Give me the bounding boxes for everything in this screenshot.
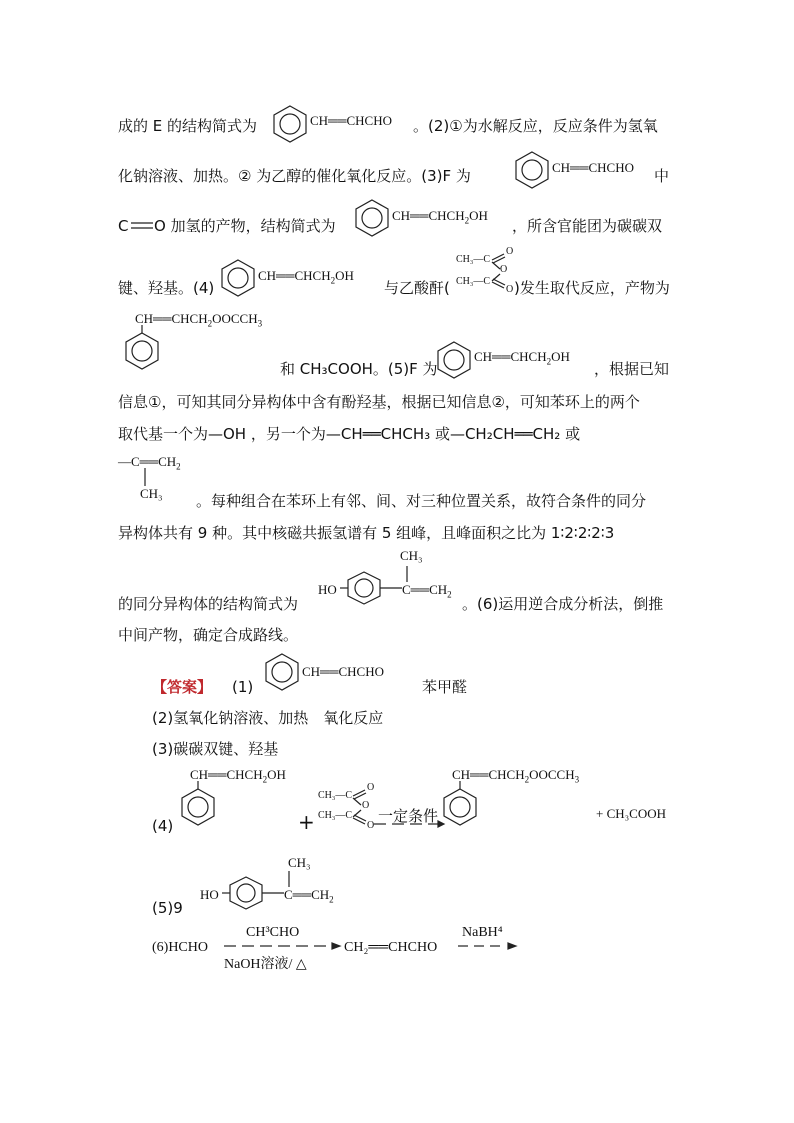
formula-text: + CH₃COOH [596,806,667,821]
text-line: 和 CH₃COOH。(5)F 为 [280,360,438,378]
benzene-ring-icon [122,325,162,373]
formula-text: CH₃ [400,548,423,563]
formula-text: $CH══CHCH_2OH$ [392,208,488,226]
answer-label: 【答案】 [152,678,213,696]
reaction-condition: NaBH⁴ [462,925,503,940]
text-line: C [118,217,129,235]
benzene-ring-icon [434,340,474,380]
text-line: 信息①，可知其同分异构体中含有酚羟基，根据已知信息②，可知苯环上的两个 [118,393,640,411]
benzene-ring-icon [270,104,310,144]
answer-item-number: (5)9 [152,899,183,917]
answer-name: 苯甲醛 [422,678,468,696]
formula-text: CH₃—C [456,276,491,287]
bond-line-icon [142,468,148,488]
formula-text: O [506,246,514,257]
reaction-arrow-icon [458,942,518,950]
text-line: 。每种组合在苯环上有邻、间、对三种位置关系，故符合条件的同分 [196,492,647,510]
double-bond-icon [131,220,153,232]
formula-text: O [367,782,375,793]
formula-text: O [500,264,508,275]
formula-text: CH══CHCHO [302,664,384,679]
text-line: O 加氢的产物，结构简式为 [154,217,336,235]
reaction-arrow-icon [224,942,342,950]
text-line: 。(2)①为水解反应，反应条件为氢氧 [413,117,658,135]
reaction-condition: CH³CHO [246,925,300,940]
text-line: 中间产物，确定合成路线。 [118,626,299,644]
formula-text: CH══CHCHO [310,113,392,128]
text-line: 化钠溶液、加热。② 为乙醇的催化氧化反应。(3)F 为 [118,167,471,185]
answer-item-number: (4) [152,817,174,835]
formula-text: CH₃—C [318,810,353,821]
text-line: 异构体共有 9 种。其中核磁共振氢谱有 5 组峰，且峰面积之比为 1∶2∶2∶2∶3 [118,524,615,542]
reaction-condition: NaOH溶液/ △ [224,957,307,972]
formula-text: (6)HCHO [152,940,208,955]
benzene-ring-icon [262,652,302,692]
formula-text: $C══CH_2$ [402,582,452,600]
formula-text: HO [318,582,337,597]
formula-text: $—C══CH_2$ [118,454,181,472]
formula-text: CH₃ [140,486,163,501]
text-line: )发生取代反应，产物为 [514,279,670,297]
text-line: 的同分异构体的结构简式为 [118,595,299,613]
text-line: 键、羟基。(4) [118,279,215,297]
anhydride-bonds-icon [349,786,369,830]
formula-text: HO [200,887,219,902]
text-line: 取代基一个为—OH ，另一个为—CH══CHCH₃ 或—CH₂CH══CH₂ 或 [118,425,581,443]
answer-line: (2)氢氧化钠溶液、加热 氧化反应 [152,709,384,727]
formula-text: $CH══CHCH_2OOCCH_3$ [452,767,580,785]
benzene-ring-icon [440,781,480,829]
formula-text: CH₃—C [456,254,491,265]
benzene-ring-icon [352,198,392,238]
reaction-arrow-icon [374,820,446,828]
text-line: 与乙酸酐( [384,279,450,297]
text-line: ，根据已知 [594,360,670,378]
answer-line: (3)碳碳双键、羟基 [152,740,279,758]
text-line: 成的 E 的结构简式为 [118,117,258,135]
answer-item-number: (1) [232,678,254,696]
text-line: 中 [654,167,670,185]
formula-text: O [506,284,514,295]
text-line: ，所含官能团为碳碳双 [512,217,663,235]
formula-text: CH₂══CHCHO [344,940,438,955]
benzene-ring-icon [218,258,258,298]
formula-text: $CH══CHCH_2OOCCH_3$ [135,311,263,329]
benzene-ring-icon [512,150,552,190]
anhydride-bonds-icon [488,250,508,294]
formula-text: CH══CHCHO [552,160,634,175]
formula-text: $CH══CHCH_2OH$ [474,349,570,367]
formula-text: $CH══CHCH_2OH$ [190,767,286,785]
formula-text: $C══CH_2$ [284,887,334,905]
plus-sign: + [298,810,315,834]
benzene-ring-icon [178,781,218,829]
reaction-condition: 一定条件 [378,807,439,825]
text-line: 。(6)运用逆合成分析法，倒推 [462,595,664,613]
formula-text: O [367,820,375,831]
formula-text: $CH══CHCH_2OH$ [258,268,354,286]
formula-text: O [362,800,370,811]
formula-text: CH₃ [288,855,311,870]
formula-text: CH₃—C [318,790,353,801]
